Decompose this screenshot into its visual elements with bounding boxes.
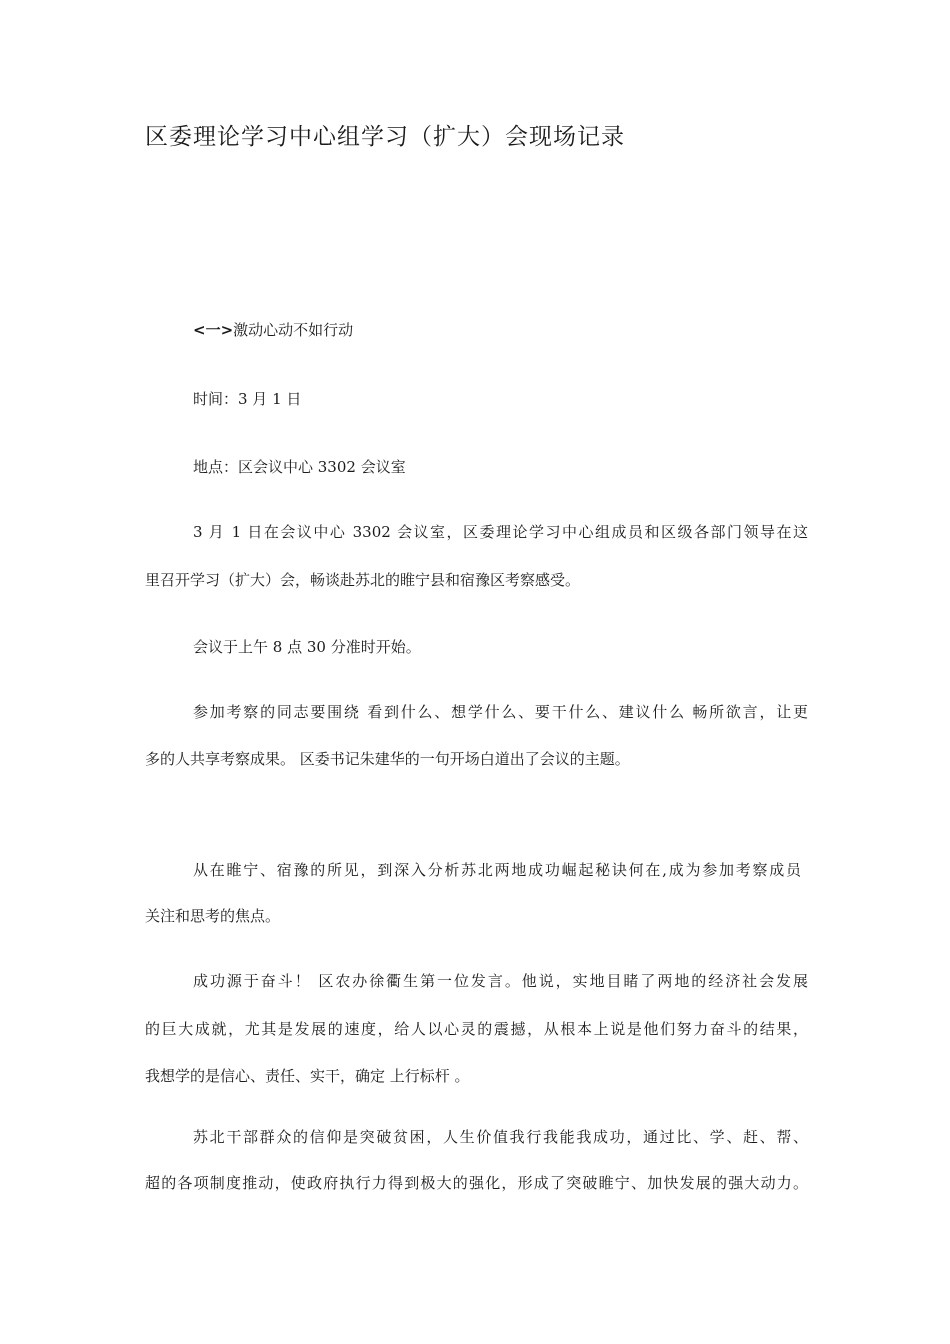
paragraph-3-line-1: 参加考察的同志要围绕 看到什么、想学什么、要干什么、建议什么 畅所欲言，让更 xyxy=(193,703,808,721)
paragraph-5-line-1: 成功源于奋斗！ 区农办徐衢生第一位发言。他说，实地目睹了两地的经济社会发展 xyxy=(193,972,808,990)
paragraph-4-line-2: 关注和思考的焦点。 xyxy=(145,907,281,925)
paragraph-5-line-3: 我想学的是信心、责任、实干，确定 上行标杆 。 xyxy=(145,1067,470,1085)
paragraph-3-line-2: 多的人共享考察成果。 区委书记朱建华的一句开场白道出了会议的主题。 xyxy=(145,750,630,768)
section-heading-text: 激动心动不如行动 xyxy=(233,321,354,339)
section-marker: <一> xyxy=(193,321,234,339)
place-line: 地点：区会议中心 3302 会议室 xyxy=(193,458,406,476)
paragraph-4-line-1: 从在睢宁、宿豫的所见，到深入分析苏北两地成功崛起秘诀何在,成为参加考察成员 xyxy=(193,861,801,879)
paragraph-1-line-1: 3 月 1 日在会议中心 3302 会议室，区委理论学习中心组成员和区级各部门领导在这 xyxy=(193,523,808,541)
paragraph-6-line-1: 苏北干部群众的信仰是突破贫困，人生价值我行我能我成功，通过比、学、赶、帮、 xyxy=(193,1128,808,1146)
document-title: 区委理论学习中心组学习（扩大）会现场记录 xyxy=(145,124,625,150)
paragraph-5-line-2: 的巨大成就，尤其是发展的速度，给人以心灵的震撼，从根本上说是他们努力奋斗的结果， xyxy=(145,1020,808,1038)
time-line: 时间：3 月 1 日 xyxy=(193,390,302,408)
paragraph-6-line-2: 超的各项制度推动，使政府执行力得到极大的强化，形成了突破睢宁、加快发展的强大动力。 xyxy=(145,1174,808,1192)
paragraph-2: 会议于上午 8 点 30 分准时开始。 xyxy=(193,638,421,656)
section-heading xyxy=(193,320,353,340)
paragraph-1-line-2: 里召开学习（扩大）会，畅谈赴苏北的睢宁县和宿豫区考察感受。 xyxy=(145,571,581,589)
